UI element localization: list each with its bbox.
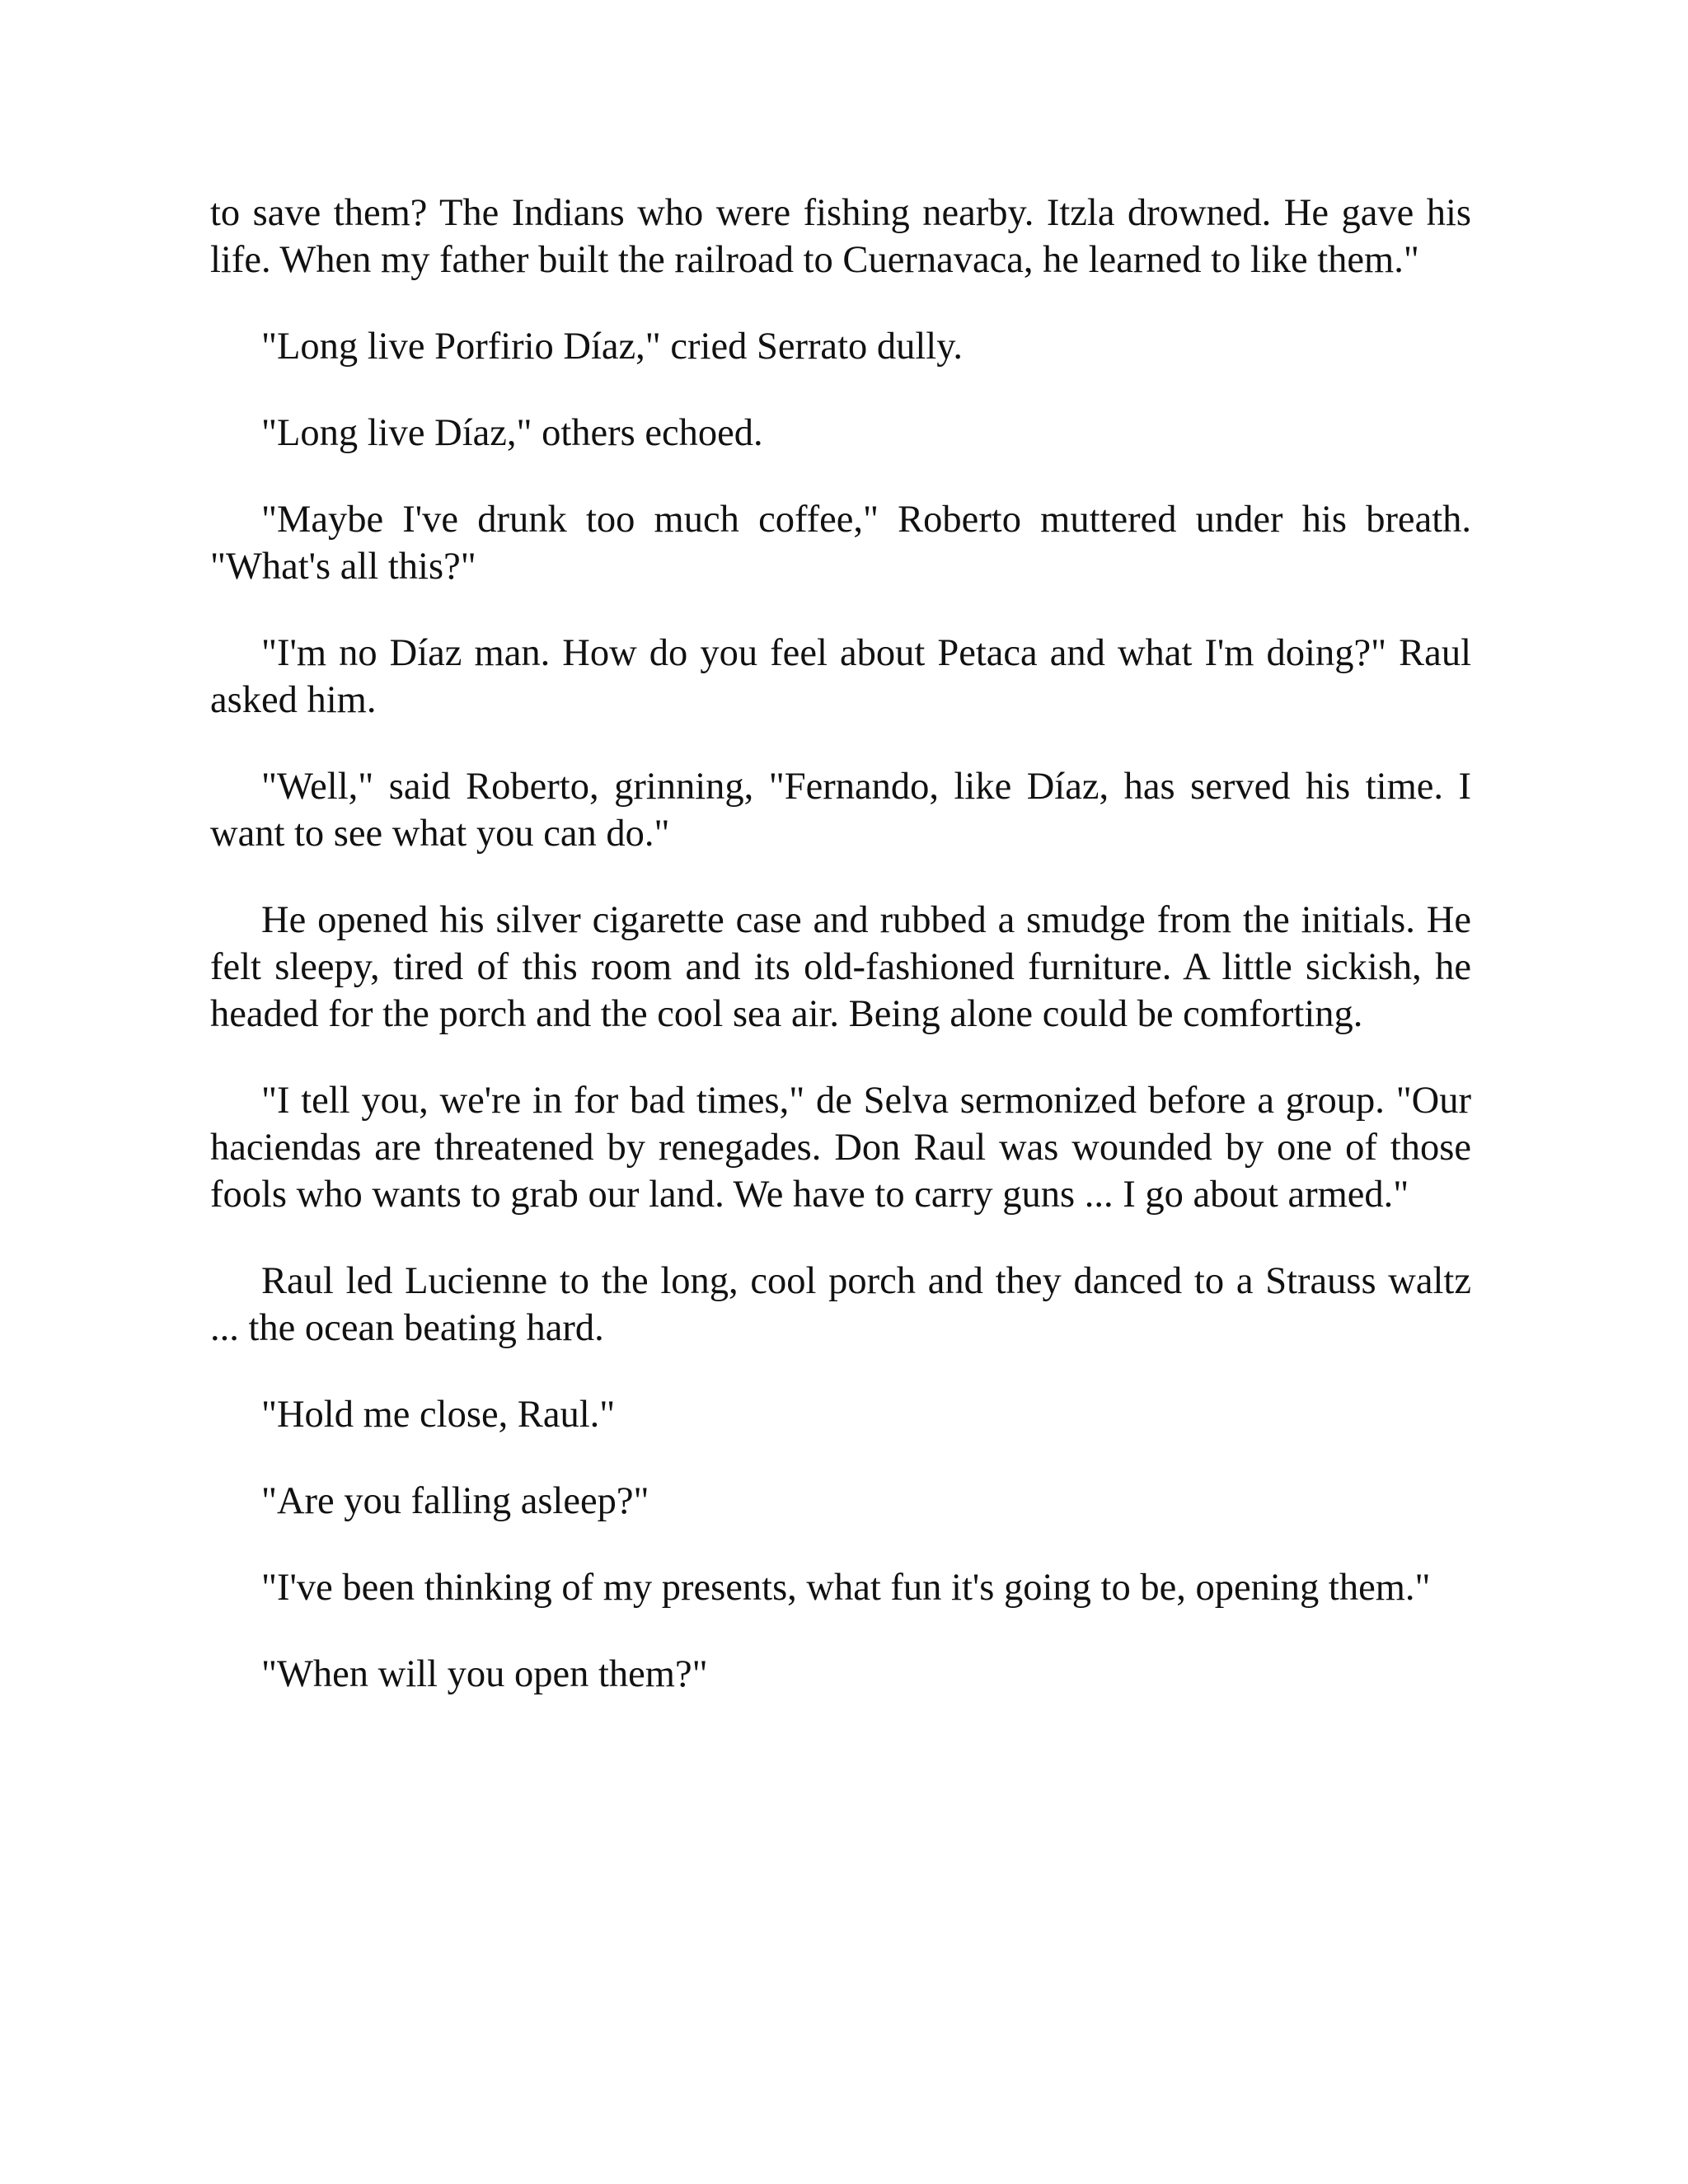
paragraph: "I've been thinking of my presents, what fun it's going to be, opening them.": [261, 1567, 1431, 1609]
paragraph: "Maybe I've drunk too much coffee," Roberto muttered under his breath. "What's all this?": [210, 499, 1471, 588]
document-page: [210, 190, 1471, 1737]
paragraph: "Long live Díaz," others echoed.: [261, 412, 763, 454]
paragraph: to save them? The Indians who were fishing nearby. Itzla drowned. He gave his life. When my father built the railroad to Cuernavaca, he learned to like them.": [210, 192, 1471, 281]
paragraph: "Hold me close, Raul.": [261, 1394, 616, 1436]
paragraph: "Are you falling asleep?": [261, 1480, 649, 1522]
paragraph: "Well," said Roberto, grinning, "Fernando, like Díaz, has served his time. I want to see what you can do.": [210, 766, 1471, 855]
paragraph: He opened his silver cigarette case and rubbed a smudge from the initials. He felt sleepy, tired of this room and its old-fashioned furniture. A little sickish, he headed for the porch and the cool sea air. Being alone could be comforting.: [210, 899, 1471, 1035]
paragraph: "I tell you, we're in for bad times," de Selva sermonized before a group. "Our haciendas are threatened by renegades. Don Raul was wounded by one of those fools who wants to grab our land. We have to carry guns ... I go about armed.": [210, 1080, 1471, 1216]
paragraph: "I'm no Díaz man. How do you feel about Petaca and what I'm doing?" Raul asked him.: [210, 632, 1471, 721]
paragraph: "When will you open them?": [261, 1653, 708, 1695]
paragraph: Raul led Lucienne to the long, cool porch and they danced to a Strauss waltz ... the ocean beating hard.: [210, 1260, 1471, 1349]
paragraph: "Long live Porfirio Díaz," cried Serrato dully.: [261, 326, 964, 368]
